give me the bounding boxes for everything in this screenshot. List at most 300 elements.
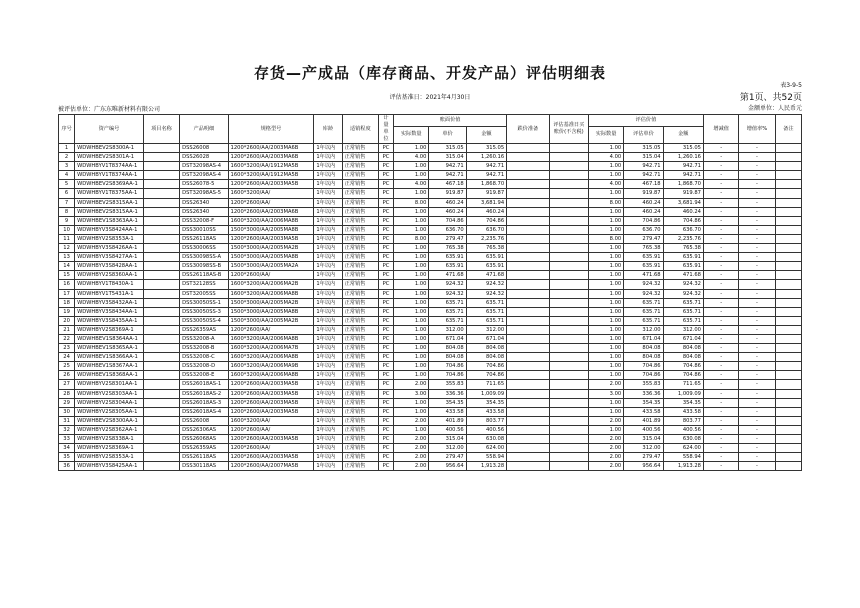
cell-eprice: 315.05	[624, 144, 663, 153]
valuation-date: 评估基准日：2021年4月30日	[389, 94, 471, 101]
cell-empty	[549, 216, 588, 225]
cell-eprice: 354.35	[624, 398, 663, 407]
cell-empty	[507, 234, 549, 243]
cell-rate: -	[739, 298, 775, 307]
cell-product: DSS26118AS-B	[180, 271, 228, 280]
cell-product: DSS26340	[180, 198, 228, 207]
cell-price: 400.56	[429, 425, 466, 434]
cell-empty	[549, 416, 588, 425]
cell-rate: -	[739, 262, 775, 271]
cell-empty	[775, 289, 801, 298]
cell-spec: 1600*3200/AA/2006MA7B	[228, 344, 314, 353]
cell-empty	[507, 189, 549, 198]
cell-eamount: 624.00	[663, 444, 703, 453]
cell-spec: 1200*2600/AA/	[228, 198, 314, 207]
cell-spec: 1200*2600/AA/2003MA5B	[228, 398, 314, 407]
cell-diff: -	[703, 307, 738, 316]
cell-empty	[549, 298, 588, 307]
cell-price: 804.08	[429, 353, 466, 362]
cell-qty: 1.00	[394, 262, 429, 271]
cell-qty: 4.00	[394, 180, 429, 189]
cell-empty	[507, 425, 549, 434]
cell-eamount: 1,009.09	[663, 389, 703, 398]
cell-eqty: 8.00	[588, 234, 623, 243]
table-row	[59, 380, 802, 389]
col-book-group: 账面价值	[394, 115, 507, 127]
cell-empty	[775, 153, 801, 162]
cell-eprice: 467.18	[624, 180, 663, 189]
cell-diff: -	[703, 280, 738, 289]
cell-qty: 1.00	[394, 407, 429, 416]
cell-rate: -	[739, 280, 775, 289]
cell-eprice: 312.00	[624, 325, 663, 334]
cell-age: 1年以内	[314, 289, 342, 298]
cell-amount: 624.00	[466, 444, 506, 453]
cell-spec: 1600*3200/AA/2006MA8B	[228, 334, 314, 343]
cell-age: 1年以内	[314, 389, 342, 398]
cell-unit: PC	[378, 371, 393, 380]
cell-age: 1年以内	[314, 307, 342, 316]
cell-eamount: 671.04	[663, 334, 703, 343]
cell-spec: 1200*2600/AA/	[228, 325, 314, 334]
cell-empty	[143, 389, 179, 398]
table-row	[59, 144, 802, 153]
cell-rate: -	[739, 216, 775, 225]
cell-unit: PC	[378, 289, 393, 298]
col-unit: 计量单位	[378, 115, 393, 144]
cell-price: 635.91	[429, 253, 466, 262]
table-row	[59, 462, 802, 471]
cell-eamount: 630.08	[663, 435, 703, 444]
cell-age: 1年以内	[314, 153, 342, 162]
cell-spec: 1500*3000/AA/2005MA8B	[228, 225, 314, 234]
cell-eprice: 956.64	[624, 462, 663, 471]
cell-diff: -	[703, 253, 738, 262]
cell-eqty: 2.00	[588, 435, 623, 444]
cell-empty	[549, 398, 588, 407]
cell-rate: -	[739, 234, 775, 243]
cell-qty: 1.00	[394, 425, 429, 434]
cell-unit: PC	[378, 171, 393, 180]
table-row	[59, 171, 802, 180]
cell-rate: -	[739, 325, 775, 334]
cell-eamount: 635.71	[663, 307, 703, 316]
table-row	[59, 407, 802, 416]
cell-amount: 630.08	[466, 435, 506, 444]
cell-unit: PC	[378, 380, 393, 389]
cell-eprice: 635.71	[624, 316, 663, 325]
cell-unit: PC	[378, 225, 393, 234]
cell-code: WDWHBYV1T8374AA-1	[75, 162, 144, 171]
cell-empty	[143, 344, 179, 353]
cell-diff: -	[703, 244, 738, 253]
cell-rate: -	[739, 316, 775, 325]
cell-rate: -	[739, 462, 775, 471]
cell-qty: 1.00	[394, 371, 429, 380]
table-row	[59, 280, 802, 289]
cell-eamount: 803.77	[663, 416, 703, 425]
cell-amount: 460.24	[466, 207, 506, 216]
cell-status: 正常销售	[342, 198, 378, 207]
cell-empty	[143, 298, 179, 307]
cell-eqty: 1.00	[588, 216, 623, 225]
cell-age: 1年以内	[314, 171, 342, 180]
cell-product: DSS30118AS	[180, 462, 228, 471]
cell-empty	[507, 325, 549, 334]
cell-eqty: 8.00	[588, 198, 623, 207]
cell-code: WDWHBYV1T8430A-1	[75, 280, 144, 289]
cell-diff: -	[703, 316, 738, 325]
cell-status: 正常销售	[342, 325, 378, 334]
cell-diff: -	[703, 353, 738, 362]
cell-rate: -	[739, 144, 775, 153]
cell-product: DSS30050SS-1	[180, 298, 228, 307]
cell-eqty: 4.00	[588, 153, 623, 162]
cell-empty	[507, 280, 549, 289]
cell-product: DSS26118AS	[180, 234, 228, 243]
cell-empty	[507, 153, 549, 162]
cell-age: 1年以内	[314, 344, 342, 353]
cell-eqty: 3.00	[588, 389, 623, 398]
cell-amount: 635.71	[466, 298, 506, 307]
table-row	[59, 234, 802, 243]
cell-diff: -	[703, 344, 738, 353]
cell-eamount: 711.65	[663, 380, 703, 389]
cell-empty	[775, 171, 801, 180]
cell-amount: 704.86	[466, 362, 506, 371]
cell-eqty: 1.00	[588, 344, 623, 353]
cell-spec: 1200*2600/AA/	[228, 425, 314, 434]
cell-age: 1年以内	[314, 362, 342, 371]
cell-diff: -	[703, 389, 738, 398]
cell-diff: -	[703, 416, 738, 425]
cell-no: 7	[59, 198, 75, 207]
cell-code: WDWHBEV1S8367AA-1	[75, 362, 144, 371]
cell-qty: 1.00	[394, 280, 429, 289]
cell-empty	[143, 462, 179, 471]
cell-empty	[143, 280, 179, 289]
cell-spec: 1600*3200/AA/2006MA8B	[228, 353, 314, 362]
table-row	[59, 435, 802, 444]
cell-amount: 924.32	[466, 289, 506, 298]
cell-qty: 1.00	[394, 171, 429, 180]
cell-eqty: 1.00	[588, 407, 623, 416]
cell-product: DSS30050SS-3	[180, 307, 228, 316]
cell-eqty: 1.00	[588, 207, 623, 216]
cell-empty	[143, 262, 179, 271]
cell-age: 1年以内	[314, 316, 342, 325]
cell-rate: -	[739, 407, 775, 416]
table-row	[59, 289, 802, 298]
cell-amount: 3,681.94	[466, 198, 506, 207]
cell-age: 1年以内	[314, 325, 342, 334]
cell-code: WDWHBYV2S8362AA-1	[75, 425, 144, 434]
cell-eprice: 704.86	[624, 362, 663, 371]
cell-spec: 1200*2600/AA/2003MA5B	[228, 389, 314, 398]
cell-age: 1年以内	[314, 180, 342, 189]
cell-empty	[775, 262, 801, 271]
cell-age: 1年以内	[314, 234, 342, 243]
cell-empty	[775, 362, 801, 371]
cell-age: 1年以内	[314, 225, 342, 234]
cell-empty	[775, 244, 801, 253]
table-row	[59, 344, 802, 353]
cell-eprice: 804.08	[624, 353, 663, 362]
cell-product: DSS26359AS	[180, 325, 228, 334]
cell-rate: -	[739, 153, 775, 162]
cell-age: 1年以内	[314, 444, 342, 453]
cell-empty	[775, 371, 801, 380]
cell-amount: 635.71	[466, 316, 506, 325]
cell-code: WDWHBYV3S8434AA-1	[75, 307, 144, 316]
cell-diff: -	[703, 362, 738, 371]
cell-empty	[507, 262, 549, 271]
table-row	[59, 362, 802, 371]
cell-eqty: 2.00	[588, 416, 623, 425]
cell-empty	[775, 225, 801, 234]
cell-status: 正常销售	[342, 253, 378, 262]
cell-eamount: 765.38	[663, 244, 703, 253]
cell-status: 正常销售	[342, 316, 378, 325]
cell-spec: 1500*3000/AA/2005MA2B	[228, 316, 314, 325]
cell-no: 26	[59, 371, 75, 380]
cell-eqty: 1.00	[588, 280, 623, 289]
cell-unit: PC	[378, 416, 393, 425]
cell-empty	[143, 289, 179, 298]
col-name: 项目名称	[143, 115, 179, 144]
cell-price: 336.36	[429, 389, 466, 398]
cell-eprice: 924.32	[624, 280, 663, 289]
cell-empty	[775, 416, 801, 425]
cell-rate: -	[739, 453, 775, 462]
cell-empty	[549, 198, 588, 207]
cell-qty: 1.00	[394, 298, 429, 307]
cell-empty	[143, 153, 179, 162]
cell-empty	[507, 298, 549, 307]
cell-rate: -	[739, 398, 775, 407]
cell-empty	[549, 407, 588, 416]
cell-eamount: 471.68	[663, 271, 703, 280]
cell-status: 正常销售	[342, 180, 378, 189]
cell-rate: -	[739, 198, 775, 207]
cell-empty	[775, 271, 801, 280]
cell-empty	[775, 353, 801, 362]
cell-eprice: 635.71	[624, 307, 663, 316]
cell-spec: 1200*2600/AA/2003MA5B	[228, 453, 314, 462]
cell-unit: PC	[378, 353, 393, 362]
cell-diff: -	[703, 207, 738, 216]
cell-empty	[549, 144, 588, 153]
cell-eqty: 1.00	[588, 371, 623, 380]
cell-amount: 636.70	[466, 225, 506, 234]
cell-eprice: 279.47	[624, 234, 663, 243]
cell-no: 20	[59, 316, 75, 325]
cell-empty	[507, 362, 549, 371]
cell-no: 34	[59, 444, 75, 453]
cell-empty	[507, 244, 549, 253]
page-title: 存货—产成品（库存商品、开发产品）评估明细表	[253, 64, 606, 82]
cell-age: 1年以内	[314, 271, 342, 280]
cell-product: DSS26008	[180, 144, 228, 153]
cell-amount: 704.86	[466, 216, 506, 225]
cell-no: 13	[59, 253, 75, 262]
cell-unit: PC	[378, 216, 393, 225]
cell-empty	[775, 216, 801, 225]
cell-eqty: 2.00	[588, 453, 623, 462]
cell-amount: 919.87	[466, 189, 506, 198]
cell-product: DSS32008-C	[180, 353, 228, 362]
cell-qty: 1.00	[394, 289, 429, 298]
cell-age: 1年以内	[314, 198, 342, 207]
cell-diff: -	[703, 262, 738, 271]
cell-eprice: 671.04	[624, 334, 663, 343]
cell-spec: 1500*3000/AA/2005MA2B	[228, 244, 314, 253]
cell-spec: 1600*3200/AA/	[228, 416, 314, 425]
cell-amount: 635.71	[466, 307, 506, 316]
cell-price: 635.71	[429, 307, 466, 316]
cell-empty	[549, 307, 588, 316]
cell-eamount: 942.71	[663, 162, 703, 171]
cell-no: 2	[59, 153, 75, 162]
cell-empty	[549, 162, 588, 171]
cell-status: 正常销售	[342, 389, 378, 398]
cell-eprice: 704.86	[624, 216, 663, 225]
cell-eamount: 1,260.16	[663, 153, 703, 162]
cell-product: DSS32008-A	[180, 334, 228, 343]
cell-price: 765.38	[429, 244, 466, 253]
cell-unit: PC	[378, 234, 393, 243]
cell-status: 正常销售	[342, 144, 378, 153]
cell-eamount: 635.71	[663, 298, 703, 307]
cell-qty: 1.00	[394, 144, 429, 153]
cell-code: WDWHBYV1T8374AA-1	[75, 171, 144, 180]
cell-empty	[775, 453, 801, 462]
cell-status: 正常销售	[342, 353, 378, 362]
cell-rate: -	[739, 244, 775, 253]
col-cost-basis: 评估基准日买账价(不含税)	[549, 115, 588, 144]
cell-age: 1年以内	[314, 371, 342, 380]
cell-eprice: 635.71	[624, 298, 663, 307]
cell-eprice: 401.89	[624, 416, 663, 425]
cell-code: WDWHBEV2S8301A-1	[75, 153, 144, 162]
cell-product: DSS32008-B	[180, 344, 228, 353]
cell-rate: -	[739, 435, 775, 444]
cell-qty: 1.00	[394, 307, 429, 316]
cell-eamount: 2,235.76	[663, 234, 703, 243]
cell-code: WDWHBEV1S8363AA-1	[75, 216, 144, 225]
cell-qty: 1.00	[394, 244, 429, 253]
cell-empty	[507, 444, 549, 453]
col-diff: 增减值	[703, 115, 738, 144]
cell-eamount: 924.32	[663, 280, 703, 289]
table-row	[59, 416, 802, 425]
cell-no: 8	[59, 207, 75, 216]
col-reserve: 跌价准备	[507, 115, 549, 144]
table-row	[59, 189, 802, 198]
cell-status: 正常销售	[342, 153, 378, 162]
cell-status: 正常销售	[342, 162, 378, 171]
cell-status: 正常销售	[342, 307, 378, 316]
cell-diff: -	[703, 425, 738, 434]
cell-qty: 1.00	[394, 398, 429, 407]
cell-product: DSS26008	[180, 416, 228, 425]
cell-empty	[507, 253, 549, 262]
cell-amount: 2,235.76	[466, 234, 506, 243]
cell-code: WDWHBYV2S8305AA-1	[75, 407, 144, 416]
cell-price: 671.04	[429, 334, 466, 343]
cell-product: DSS32008-F	[180, 216, 228, 225]
cell-age: 1年以内	[314, 244, 342, 253]
cell-qty: 1.00	[394, 334, 429, 343]
cell-rate: -	[739, 389, 775, 398]
cell-spec: 1200*2600/AA/2003MA5B	[228, 407, 314, 416]
cell-empty	[507, 162, 549, 171]
cell-spec: 1500*3000/AA/2005MA2A	[228, 262, 314, 271]
cell-eprice: 804.08	[624, 344, 663, 353]
table-row	[59, 244, 802, 253]
cell-diff: -	[703, 371, 738, 380]
cell-qty: 1.00	[394, 325, 429, 334]
cell-unit: PC	[378, 398, 393, 407]
cell-code: WDWHBYV3S8427AA-1	[75, 253, 144, 262]
cell-diff: -	[703, 435, 738, 444]
cell-code: WDWHBYV2S8301AA-1	[75, 380, 144, 389]
cell-price: 804.08	[429, 344, 466, 353]
cell-empty	[507, 180, 549, 189]
cell-amount: 400.56	[466, 425, 506, 434]
cell-rate: -	[739, 353, 775, 362]
cell-code: WDWHBYV3S8435AA-1	[75, 316, 144, 325]
cell-eprice: 765.38	[624, 244, 663, 253]
cell-empty	[507, 316, 549, 325]
cell-eprice: 635.91	[624, 262, 663, 271]
cell-eqty: 1.00	[588, 362, 623, 371]
cell-status: 正常销售	[342, 462, 378, 471]
cell-unit: PC	[378, 389, 393, 398]
cell-rate: -	[739, 334, 775, 343]
col-eval-price: 评估单价	[624, 126, 663, 143]
cell-no: 5	[59, 180, 75, 189]
cell-product: DSS26340	[180, 207, 228, 216]
valuation-table	[58, 114, 802, 471]
cell-no: 4	[59, 171, 75, 180]
cell-price: 635.71	[429, 316, 466, 325]
cell-amount: 924.32	[466, 280, 506, 289]
cell-age: 1年以内	[314, 162, 342, 171]
cell-diff: -	[703, 234, 738, 243]
cell-empty	[549, 234, 588, 243]
cell-eqty: 1.00	[588, 307, 623, 316]
cell-eprice: 942.71	[624, 162, 663, 171]
cell-age: 1年以内	[314, 462, 342, 471]
cell-empty	[507, 435, 549, 444]
table-row	[59, 425, 802, 434]
cell-empty	[143, 371, 179, 380]
cell-eqty: 2.00	[588, 444, 623, 453]
cell-empty	[549, 271, 588, 280]
cell-eamount: 315.05	[663, 144, 703, 153]
col-rate: 增值率%	[739, 115, 775, 144]
cell-no: 14	[59, 262, 75, 271]
cell-empty	[775, 189, 801, 198]
cell-empty	[507, 453, 549, 462]
cell-spec: 1200*2600/AA/2003MA5B	[228, 180, 314, 189]
cell-amount: 711.65	[466, 380, 506, 389]
cell-product: DST32098AS-5	[180, 189, 228, 198]
cell-eprice: 433.58	[624, 407, 663, 416]
cell-code: WDWHBEV1S8364AA-1	[75, 334, 144, 343]
cell-empty	[549, 262, 588, 271]
